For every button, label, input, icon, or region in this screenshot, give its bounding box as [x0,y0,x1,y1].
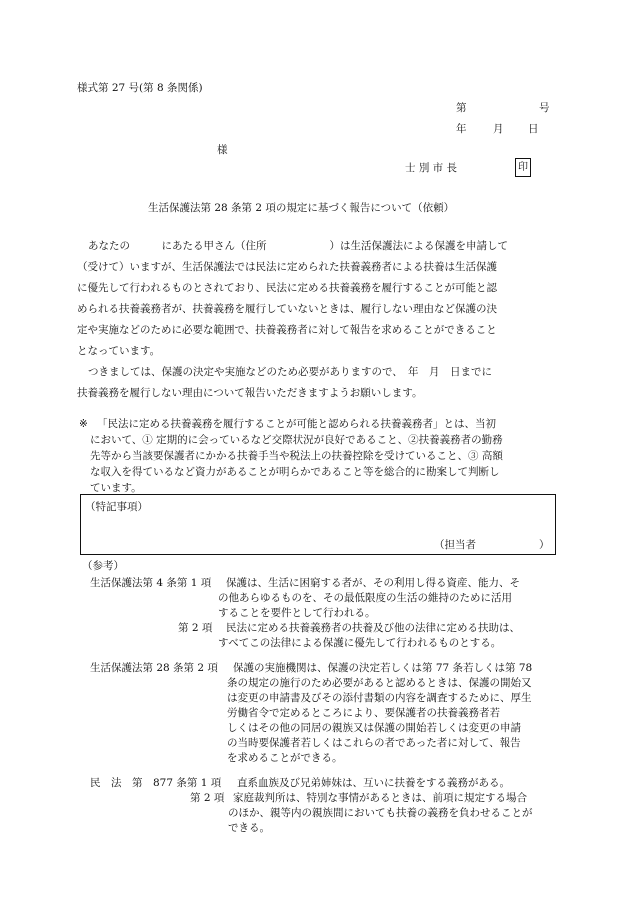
body-line: に優先して行われるものとされており、民法に定める扶養義務を履行することが可能と認 [77,282,497,294]
art4-p2-heading: 第 2 項 [178,622,213,634]
ref-line: することを要件として行われる。 [218,607,376,619]
ref-line: 保護の実施機関は、保護の決定若しくは第 77 条若しくは第 78 [233,662,533,674]
staff-in-charge: （担当者 ） [434,539,550,551]
body-line: つきましては、保護の決定や実施などのため必要がありますので、 年 月 日までに [88,366,493,378]
document-number-prefix: 第 [456,102,467,114]
civil-p2-heading: 第 2 項 [190,792,225,804]
note-mark: ※ [79,418,88,430]
document-number-suffix: 号 [539,102,550,114]
art4-heading: 生活保護法第 4 条第 1 項 [90,577,212,589]
ref-line: 民法に定める扶養義務者の扶養及び他の法律に定める扶助は、 [226,622,520,634]
document-title: 生活保護法第 28 条第 2 項の規定に基づく報告について（依頼） [148,202,455,214]
sender-name: 士 別 市 長 [405,162,458,174]
ref-line: の他あらゆるものを、その最低限度の生活の維持のために活用 [218,592,512,604]
note-line: 先等から当該要保護者にかかる扶養手当や税法上の扶養控除を受けていること、③ 高額 [90,450,503,462]
addressee-suffix: 様 [217,144,228,156]
ref-line: のほか、親等内の親族間においても扶養の義務を負わせることが [228,807,533,819]
note-line: な収入を得ているなど資力があることが明らかであること等を総合的に勘案して判断し [90,466,500,478]
body-line: 扶養義務を履行しない理由について報告いただきますようお願いします。 [77,387,423,399]
seal-mark: 印 [515,158,531,177]
ref-line: 条の規定の施行のため必要があると認めるときは、保護の開始又 [227,677,532,689]
ref-line: 家庭裁判所は、特別な事情があるときは、前項に規定する場合 [233,792,527,804]
ref-line: の当時要保護者若しくはこれらの者であった者に対して、報告 [227,737,521,749]
art28-heading: 生活保護法第 28 条第 2 項 [90,662,218,674]
ref-line: できる。 [228,822,270,834]
reference-label: （参考） [82,560,124,572]
body-line: あなたの にあたる甲さん（住所 ）は生活保護法による保護を申請して [88,240,508,252]
ref-line: を求めることができる。 [227,752,343,764]
body-line: （受けて）いますが、生活保護法では民法に定められた扶養義務者による扶養は生活保護 [77,261,497,273]
ref-line: 保護は、生活に困窮する者が、その利用し得る資産、能力、そ [226,577,520,589]
ref-line: 直系血族及び兄弟姉妹は、互いに扶養をする義務がある。 [237,777,510,789]
date-year: 年 [456,123,467,135]
date-month: 月 [493,123,504,135]
civil-code-heading: 民 法 第 877 条第 1 項 [90,777,222,789]
date-day: 日 [528,123,539,135]
note-line: ています。 [90,482,142,494]
note-line: において、① 定期的に会っているなど交際状況が良好であること、②扶養義務者の勤務 [90,434,503,446]
ref-line: 労働省令で定めるところにより、要保護者の扶養義務者若 [227,707,500,719]
form-number: 様式第 27 号(第 8 条関係) [77,82,203,94]
ref-line: しくはその他の同居の親族又は保護の開始若しくは変更の申請 [227,722,521,734]
ref-line: は変更の申請書及びその添付書類の内容を調査するために、厚生 [227,692,532,704]
body-line: 定や実施などのために必要な範囲で、扶養義務者に対して報告を求めることができること [77,324,497,336]
special-notes-box [80,494,556,555]
note-line: 「民法に定める扶養義務を履行することが可能と認められる扶養義務者」とは、当初 [97,418,496,430]
body-line: となっています。 [77,345,161,357]
ref-line: すべてこの法律による保護に優先して行われるものとする。 [218,637,502,649]
body-line: められる扶養義務者が、扶養義務を履行していないときは、履行しない理由など保護の決 [77,303,497,315]
special-notes-label: （特記事項） [85,501,148,513]
